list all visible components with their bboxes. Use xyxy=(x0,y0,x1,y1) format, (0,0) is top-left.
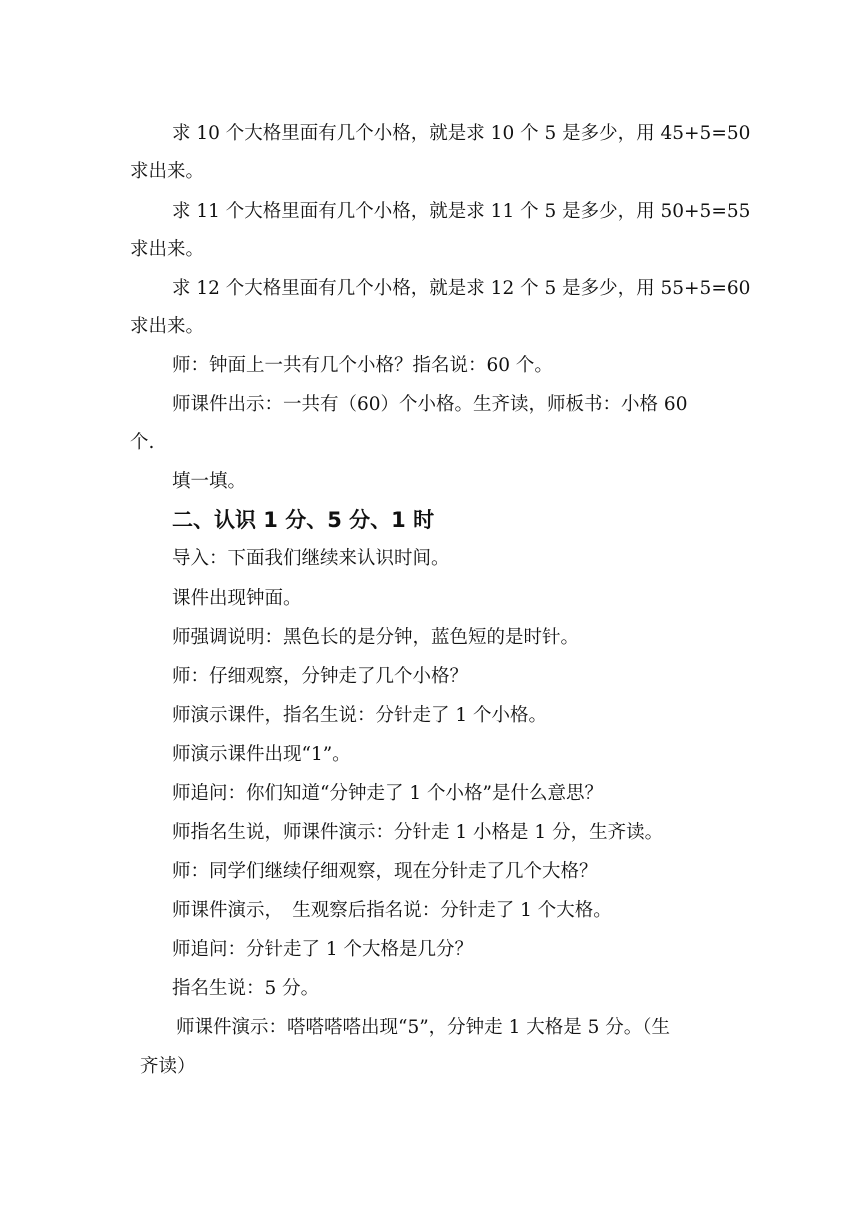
text-line: 师追问：你们知道“分钟走了 1 个小格”是什么意思？ xyxy=(172,783,603,804)
courseware-line2: 个. xyxy=(130,432,155,453)
paragraph-12-line1: 求 12 个大格里面有几个小格，就是求 12 个 5 是多少，用 55+5=60 xyxy=(172,278,751,299)
text-line: 师演示课件，指名生说：分针走了 1 个小格。 xyxy=(172,705,548,726)
text-line: 师演示课件出现“1”。 xyxy=(172,744,351,765)
text-line: 师：同学们继续仔细观察，现在分针走了几个大格？ xyxy=(172,861,598,882)
text-line: 导入：下面我们继续来认识时间。 xyxy=(172,548,450,569)
text-line: 课件出现钟面。 xyxy=(172,588,302,609)
paragraph-11-line2: 求出来。 xyxy=(130,239,205,260)
paragraph-10-line2: 求出来。 xyxy=(130,161,205,182)
paragraph-11-line1: 求 11 个大格里面有几个小格，就是求 11 个 5 是多少，用 50+5=55 xyxy=(172,201,751,222)
fill-in-prompt: 填一填。 xyxy=(172,471,247,492)
text-line: 师课件演示， 生观察后指名说：分针走了 1 个大格。 xyxy=(172,900,612,921)
paragraph-12-line2: 求出来。 xyxy=(130,316,205,337)
text-line: 指名生说：5 分。 xyxy=(172,978,320,999)
text-line: 师追问：分针走了 1 个大格是几分？ xyxy=(172,939,474,960)
teacher-question: 师：钟面上一共有几个小格？指名说：60 个。 xyxy=(172,355,553,376)
text-line: 师指名生说，师课件演示：分针走 1 小格是 1 分，生齐读。 xyxy=(172,822,664,843)
text-line: 师：仔细观察，分钟走了几个小格？ xyxy=(172,666,469,687)
last-paragraph-line1: 师课件演示：嗒嗒嗒嗒出现“5”，分钟走 1 大格是 5 分。（生 xyxy=(176,1017,671,1038)
courseware-line1: 师课件出示：一共有（60）个小格。生齐读，师板书：小格 60 xyxy=(172,394,688,415)
paragraph-10-line1: 求 10 个大格里面有几个小格，就是求 10 个 5 是多少，用 45+5=50 xyxy=(172,123,751,144)
last-paragraph-line2: 齐读） xyxy=(140,1056,196,1077)
section-heading: 二、认识 1 分、5 分、1 时 xyxy=(172,508,435,532)
text-line: 师强调说明：黑色长的是分钟，蓝色短的是时针。 xyxy=(172,627,580,648)
